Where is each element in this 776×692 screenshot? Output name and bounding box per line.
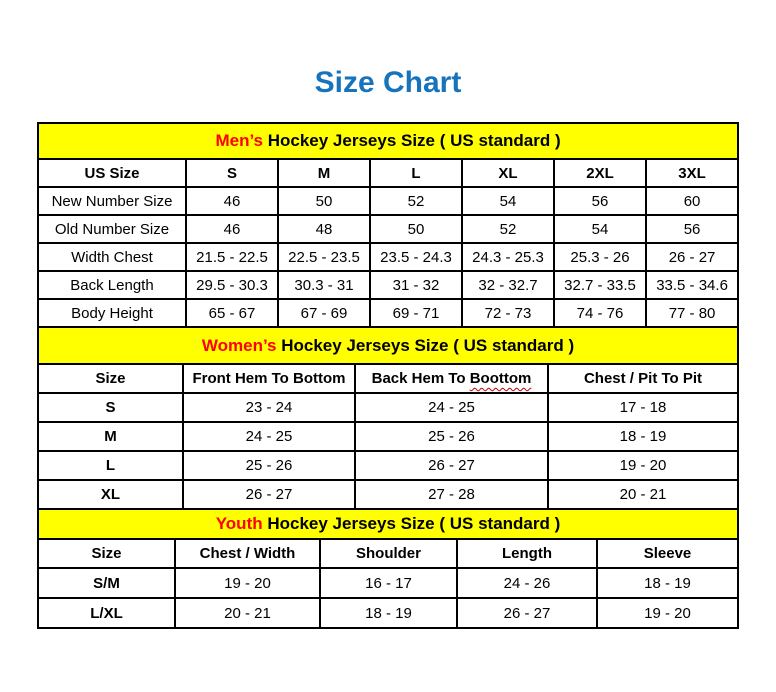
womens-section-bar-row — [38, 327, 738, 364]
mens-table-row — [38, 243, 738, 271]
mens-size-table — [37, 122, 739, 328]
value-cell: 48 — [278, 215, 370, 243]
value-cell: 32.7 - 33.5 — [554, 271, 646, 299]
value-cell: 19 - 20 — [548, 451, 738, 480]
womens-column-header — [355, 364, 548, 393]
value-cell: 27 - 28 — [355, 480, 548, 509]
mens-section-title — [38, 123, 738, 159]
value-cell: 33.5 - 34.6 — [646, 271, 738, 299]
value-cell: 25 - 26 — [183, 451, 355, 480]
row-label: Width Chest — [38, 243, 186, 271]
value-cell: 25.3 - 26 — [554, 243, 646, 271]
mens-column-header: XL — [462, 159, 554, 187]
womens-table-row — [38, 422, 738, 451]
mens-column-header: M — [278, 159, 370, 187]
value-cell: 69 - 71 — [370, 299, 462, 327]
value-cell: 30.3 - 31 — [278, 271, 370, 299]
row-label: L/XL — [38, 598, 175, 628]
youth-section-title — [38, 509, 738, 539]
value-cell: 67 - 69 — [278, 299, 370, 327]
value-cell: 26 - 27 — [183, 480, 355, 509]
value-cell: 72 - 73 — [462, 299, 554, 327]
mens-section-title-accent: Men’s — [215, 131, 263, 150]
youth-header-row — [38, 539, 738, 568]
value-cell: 20 - 21 — [175, 598, 320, 628]
value-cell: 24.3 - 25.3 — [462, 243, 554, 271]
value-cell: 52 — [462, 215, 554, 243]
row-label: XL — [38, 480, 183, 509]
youth-column-header: Sleeve — [597, 539, 738, 568]
value-cell: 54 — [462, 187, 554, 215]
row-label: M — [38, 422, 183, 451]
womens-column-header: Chest / Pit To Pit — [548, 364, 738, 393]
youth-table-row — [38, 568, 738, 598]
youth-column-header: Size — [38, 539, 175, 568]
womens-column-header: Front Hem To Bottom — [183, 364, 355, 393]
mens-table-row — [38, 299, 738, 327]
value-cell: 56 — [554, 187, 646, 215]
womens-table-row — [38, 480, 738, 509]
value-cell: 29.5 - 30.3 — [186, 271, 278, 299]
value-cell: 18 - 19 — [597, 568, 738, 598]
value-cell: 22.5 - 23.5 — [278, 243, 370, 271]
value-cell: 50 — [278, 187, 370, 215]
value-cell: 24 - 25 — [183, 422, 355, 451]
value-cell: 50 — [370, 215, 462, 243]
womens-table-row — [38, 393, 738, 422]
size-tables-container — [37, 122, 739, 629]
row-label: New Number Size — [38, 187, 186, 215]
mens-table-row — [38, 215, 738, 243]
womens-header-row — [38, 364, 738, 393]
value-cell: 26 - 27 — [355, 451, 548, 480]
value-cell: 21.5 - 22.5 — [186, 243, 278, 271]
youth-column-header: Shoulder — [320, 539, 457, 568]
value-cell: 32 - 32.7 — [462, 271, 554, 299]
row-label: L — [38, 451, 183, 480]
mens-section-title-text: Hockey Jerseys Size ( US standard ) — [263, 131, 561, 150]
value-cell: 24 - 25 — [355, 393, 548, 422]
value-cell: 26 - 27 — [457, 598, 597, 628]
youth-section-title-text: Hockey Jerseys Size ( US standard ) — [262, 514, 561, 533]
youth-column-header: Chest / Width — [175, 539, 320, 568]
womens-section-title — [38, 327, 738, 364]
value-cell: 20 - 21 — [548, 480, 738, 509]
womens-section-title-accent: Women’s — [201, 335, 277, 355]
value-cell: 77 - 80 — [646, 299, 738, 327]
value-cell: 46 — [186, 187, 278, 215]
row-label: Back Length — [38, 271, 186, 299]
womens-section-title-text: Hockey Jerseys Size ( US standard ) — [276, 335, 575, 355]
mens-column-header: US Size — [38, 159, 186, 187]
value-cell: 52 — [370, 187, 462, 215]
womens-table-row — [38, 451, 738, 480]
page-title: Size Chart — [314, 66, 462, 99]
row-label: Body Height — [38, 299, 186, 327]
value-cell: 65 - 67 — [186, 299, 278, 327]
value-cell: 54 — [554, 215, 646, 243]
mens-section-bar-row — [38, 123, 738, 159]
row-label: S/M — [38, 568, 175, 598]
youth-table-row — [38, 598, 738, 628]
value-cell: 46 — [186, 215, 278, 243]
mens-table-row — [38, 187, 738, 215]
value-cell: 56 — [646, 215, 738, 243]
value-cell: 74 - 76 — [554, 299, 646, 327]
womens-size-table — [37, 326, 739, 510]
mens-column-header: 2XL — [554, 159, 646, 187]
header-text: Back Hem To — [371, 370, 470, 387]
value-cell: 25 - 26 — [355, 422, 548, 451]
mens-table-row — [38, 271, 738, 299]
value-cell: 17 - 18 — [548, 393, 738, 422]
youth-section-title-accent: Youth — [215, 514, 263, 533]
value-cell: 18 - 19 — [548, 422, 738, 451]
youth-column-header: Length — [457, 539, 597, 568]
mens-column-header: S — [186, 159, 278, 187]
value-cell: 18 - 19 — [320, 598, 457, 628]
mens-header-row — [38, 159, 738, 187]
value-cell: 23 - 24 — [183, 393, 355, 422]
value-cell: 60 — [646, 187, 738, 215]
womens-column-header: Size — [38, 364, 183, 393]
value-cell: 31 - 32 — [370, 271, 462, 299]
mens-column-header: 3XL — [646, 159, 738, 187]
value-cell: 19 - 20 — [175, 568, 320, 598]
value-cell: 24 - 26 — [457, 568, 597, 598]
value-cell: 19 - 20 — [597, 598, 738, 628]
value-cell: 23.5 - 24.3 — [370, 243, 462, 271]
mens-column-header: L — [370, 159, 462, 187]
row-label: S — [38, 393, 183, 422]
youth-size-table — [37, 508, 739, 629]
row-label: Old Number Size — [38, 215, 186, 243]
value-cell: 16 - 17 — [320, 568, 457, 598]
misspelled-word-squiggle: Boottom — [469, 370, 532, 387]
value-cell: 26 - 27 — [646, 243, 738, 271]
youth-section-bar-row — [38, 509, 738, 539]
